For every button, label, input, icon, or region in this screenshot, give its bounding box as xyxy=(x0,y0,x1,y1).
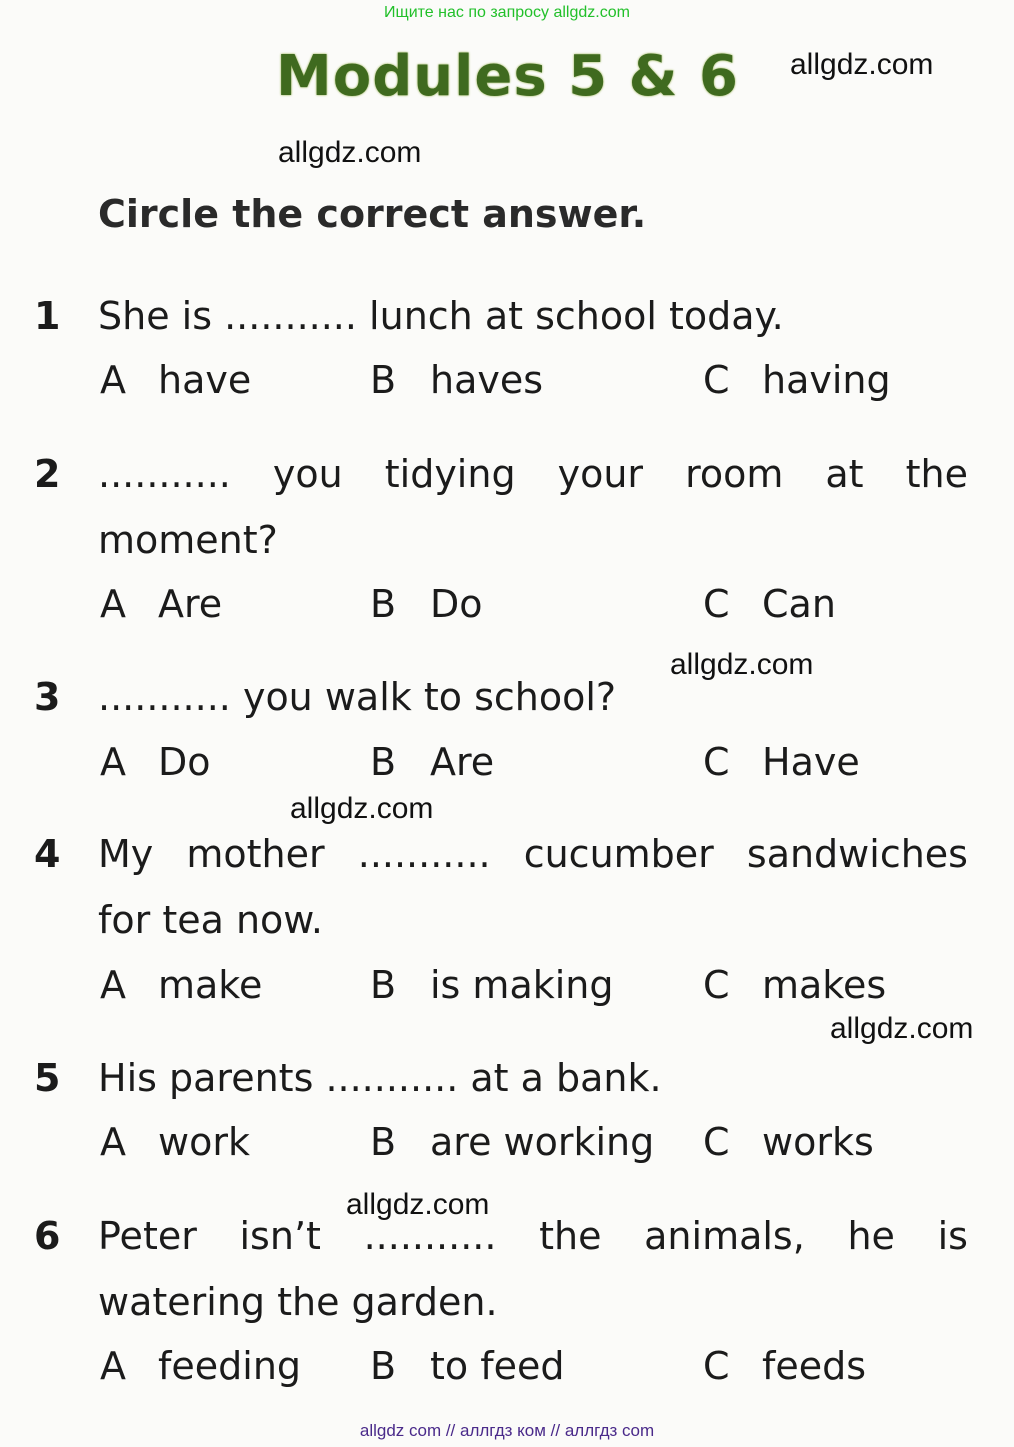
page-title: Modules 5 & 6 xyxy=(276,44,739,109)
option-text: feeds xyxy=(762,1344,867,1388)
option-text: have xyxy=(158,358,252,402)
option-letter-a: A xyxy=(100,963,126,1007)
option-letter-b: B xyxy=(370,358,397,402)
option-letter-c: C xyxy=(703,1120,730,1164)
option-text: makes xyxy=(762,963,887,1007)
question-word: tidying xyxy=(384,452,516,496)
question-number: 6 xyxy=(34,1214,61,1258)
question-line xyxy=(98,830,968,878)
watermark: allgdz.com xyxy=(830,1012,974,1045)
option-letter-c: C xyxy=(703,740,730,784)
question-word: ........... xyxy=(357,832,491,876)
option-text: Are xyxy=(430,740,495,784)
question-word: the xyxy=(539,1214,602,1258)
option-letter-b: B xyxy=(370,740,397,784)
option-text: Have xyxy=(762,740,860,784)
option-letter-b: B xyxy=(370,582,397,626)
watermark: allgdz.com xyxy=(670,648,814,681)
question-word: he xyxy=(847,1214,895,1258)
search-banner: Ищите нас по запросу allgdz.com xyxy=(384,4,630,21)
option-letter-a: A xyxy=(100,1344,126,1388)
question-word: ........... xyxy=(98,452,231,496)
watermark: allgdz.com xyxy=(790,48,934,81)
option-letter-a: A xyxy=(100,358,126,402)
question-number: 4 xyxy=(34,832,61,876)
question-word: your xyxy=(557,452,644,496)
option-text: works xyxy=(762,1120,874,1164)
option-text: haves xyxy=(430,358,544,402)
option-text: is making xyxy=(430,963,614,1007)
question-line: His parents ........... at a bank. xyxy=(98,1056,662,1100)
question-line: moment? xyxy=(98,518,278,562)
option-text: Do xyxy=(158,740,211,784)
question-word: animals, xyxy=(644,1214,805,1258)
option-text: are working xyxy=(430,1120,655,1164)
option-letter-b: B xyxy=(370,963,397,1007)
question-word: Peter xyxy=(98,1214,197,1258)
question-word: mother xyxy=(186,832,325,876)
footer: allgdz com // аллгдз ком // аллгдз com xyxy=(359,1421,655,1440)
option-letter-b: B xyxy=(370,1344,397,1388)
question-word: you xyxy=(272,452,343,496)
option-text: Are xyxy=(158,582,223,626)
option-text: work xyxy=(158,1120,250,1164)
question-number: 1 xyxy=(34,294,61,338)
question-line: for tea now. xyxy=(98,898,323,942)
question-line: ........... you walk to school? xyxy=(98,675,617,719)
question-number: 2 xyxy=(34,452,61,496)
option-letter-a: A xyxy=(100,740,126,784)
question-word: is xyxy=(937,1214,968,1258)
option-text: make xyxy=(158,963,263,1007)
question-word: the xyxy=(905,452,968,496)
instruction: Circle the correct answer. xyxy=(98,192,647,236)
question-line: She is ........... lunch at school today. xyxy=(98,294,784,338)
option-text: to feed xyxy=(430,1344,565,1388)
option-text: Do xyxy=(430,582,483,626)
question-word: ........... xyxy=(363,1214,497,1258)
option-letter-b: B xyxy=(370,1120,397,1164)
question-word: My xyxy=(98,832,154,876)
option-text: having xyxy=(762,358,891,402)
question-line xyxy=(98,450,968,498)
question-word: isn’t xyxy=(239,1214,321,1258)
option-letter-c: C xyxy=(703,582,730,626)
option-text: feeding xyxy=(158,1344,302,1388)
option-letter-c: C xyxy=(703,963,730,1007)
question-word: room xyxy=(685,452,784,496)
question-number: 5 xyxy=(34,1056,61,1100)
option-text: Can xyxy=(762,582,836,626)
question-word: sandwiches xyxy=(746,832,968,876)
question-word: at xyxy=(825,452,864,496)
question-number: 3 xyxy=(34,675,61,719)
question-line xyxy=(98,1212,968,1260)
option-letter-a: A xyxy=(100,1120,126,1164)
option-letter-c: C xyxy=(703,1344,730,1388)
question-line: watering the garden. xyxy=(98,1280,498,1324)
watermark: allgdz.com xyxy=(290,792,434,825)
watermark: allgdz.com xyxy=(278,136,422,169)
option-letter-a: A xyxy=(100,582,126,626)
question-word: cucumber xyxy=(523,832,714,876)
option-letter-c: C xyxy=(703,358,730,402)
watermark: allgdz.com xyxy=(346,1188,490,1221)
